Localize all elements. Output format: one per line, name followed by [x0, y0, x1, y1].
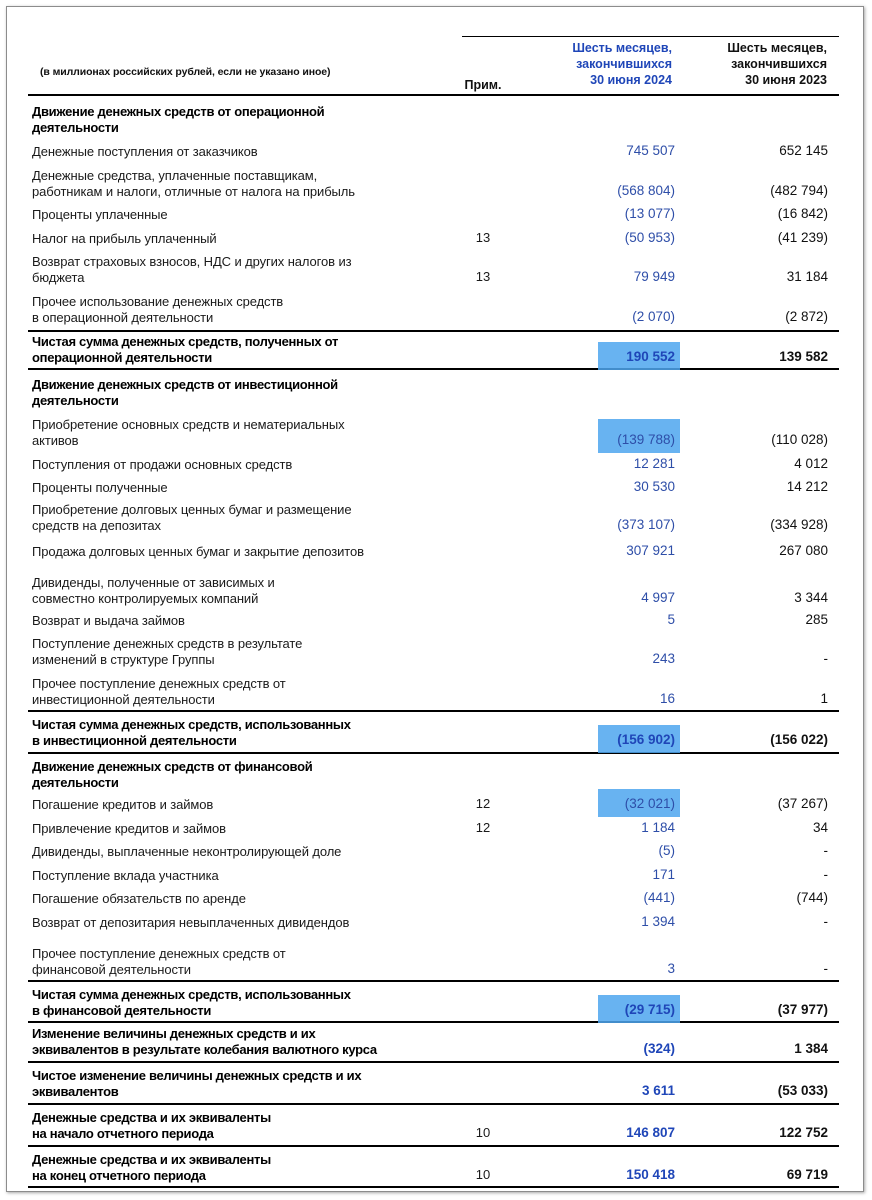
value-2023: 34	[812, 820, 828, 835]
row-label: Поступления от продажи основных средств	[32, 457, 293, 472]
value-2023: 14 212	[786, 479, 828, 494]
value-2023: 1	[820, 691, 828, 706]
total-row	[28, 1022, 839, 1058]
row-label: Погашение обязательств по аренде	[32, 891, 246, 906]
table-row	[28, 934, 839, 978]
value-2023: 122 752	[779, 1125, 828, 1140]
row-label: Продажа долговых ценных бумаг и закрытие депозитов	[32, 544, 364, 559]
value-2024: (29 715)	[624, 1002, 675, 1017]
note-ref: 13	[475, 230, 491, 245]
row-label: Движение денежных средств от финансовой деятельности	[32, 759, 313, 790]
value-2024: 5	[667, 612, 675, 627]
table-row	[28, 817, 839, 837]
value-2024: 12 281	[633, 456, 675, 471]
value-2024: 171	[652, 867, 675, 882]
table-row	[28, 911, 839, 931]
section-rule	[28, 752, 839, 754]
table-row	[28, 413, 839, 449]
row-label: Чистая сумма денежных средств, использованных в финансовой деятельности	[32, 987, 351, 1018]
row-label: Проценты уплаченные	[32, 207, 168, 222]
table-row	[28, 632, 839, 668]
note-ref: 10	[475, 1125, 491, 1140]
section-rule	[28, 1145, 839, 1147]
section-rule	[28, 1061, 839, 1063]
row-label: Возврат от депозитария невыплаченных дивидендов	[32, 915, 350, 930]
row-label: Приобретение основных средств и нематериальных активов	[32, 417, 345, 448]
value-2024: 1 184	[641, 820, 675, 835]
section-heading	[28, 100, 839, 136]
row-label: Денежные средства и их эквиваленты на конец отчетного периода	[32, 1152, 271, 1183]
row-label: Поступление денежных средств в результате изменений в структуре Группы	[32, 636, 303, 667]
section-rule	[28, 1186, 839, 1188]
row-label: Денежные поступления от заказчиков	[32, 144, 258, 159]
column-header-2023: Шесть месяцев, закончившихся 30 июня 2023	[727, 41, 827, 87]
row-label: Налог на прибыль уплаченный	[32, 231, 217, 246]
column-header-2024: Шесть месяцев, закончившихся 30 июня 2024	[572, 41, 672, 87]
value-2023: (41 239)	[777, 230, 828, 245]
section-heading	[28, 755, 839, 791]
value-2023: -	[823, 867, 828, 882]
section-rule	[28, 1103, 839, 1105]
value-2024: (5)	[658, 843, 675, 858]
header-bottom-rule	[28, 94, 839, 96]
value-2024: (2 070)	[632, 309, 675, 324]
total-row	[28, 713, 839, 749]
value-2024: 146 807	[626, 1125, 675, 1140]
table-row	[28, 609, 839, 629]
row-label: Движение денежных средств от инвестиционной деятельности	[32, 377, 338, 408]
row-label: Возврат и выдача займов	[32, 613, 185, 628]
table-row	[28, 793, 839, 813]
note-column-header: Прим.	[464, 78, 502, 92]
row-label: Денежные средства, уплаченные поставщикам, работникам и налоги, отличные от налога на прибыль	[32, 168, 355, 199]
row-label: Дивиденды, выплаченные неконтролирующей доле	[32, 844, 342, 859]
value-2023: (37 267)	[777, 796, 828, 811]
value-2024: 79 949	[633, 269, 675, 284]
table-row	[28, 887, 839, 907]
section-heading	[28, 373, 839, 409]
value-2024: (32 021)	[624, 796, 675, 811]
value-2023: (37 977)	[777, 1002, 828, 1017]
value-2024: (50 953)	[624, 230, 675, 245]
value-2023: 1 384	[794, 1041, 828, 1056]
table-row	[28, 864, 839, 884]
table-row	[28, 563, 839, 607]
row-label: Изменение величины денежных средств и их эквивалентов в результате колебания валютного курса	[32, 1026, 377, 1057]
value-2023: -	[823, 961, 828, 976]
row-label: Чистая сумма денежных средств, использованных в инвестиционной деятельности	[32, 717, 351, 748]
table-row	[28, 227, 839, 247]
value-2023: (110 028)	[771, 432, 828, 447]
row-label: Чистая сумма денежных средств, полученных от операционной деятельности	[32, 334, 339, 365]
section-rule	[28, 710, 839, 712]
row-label: Прочее использование денежных средств в операционной деятельности	[32, 294, 284, 325]
value-2023: (482 794)	[770, 183, 828, 198]
row-label: Привлечение кредитов и займов	[32, 821, 226, 836]
table-row	[28, 140, 839, 160]
value-2023: (53 033)	[777, 1083, 828, 1098]
value-2024: 307 921	[626, 543, 675, 558]
value-2024: 3	[667, 961, 675, 976]
value-2024: 745 507	[626, 143, 675, 158]
value-2024: (139 788)	[617, 432, 675, 447]
row-label: Прочее поступление денежных средств от инвестиционной деятельности	[32, 676, 286, 707]
value-2023: 69 719	[786, 1167, 828, 1182]
table-row	[28, 498, 839, 534]
value-2023: -	[823, 914, 828, 929]
value-2023: -	[823, 843, 828, 858]
value-2024: 243	[652, 651, 675, 666]
value-2024: (156 902)	[617, 732, 675, 747]
row-label: Возврат страховых взносов, НДС и других налогов из бюджета	[32, 254, 352, 285]
table-row	[28, 203, 839, 223]
table-row	[28, 290, 839, 326]
row-label: Дивиденды, полученные от зависимых и совместно контролируемых компаний	[32, 575, 275, 606]
row-label: Движение денежных средств от операционной деятельности	[32, 104, 325, 135]
table-row	[28, 476, 839, 496]
table-row	[28, 164, 839, 200]
row-label: Поступление вклада участника	[32, 868, 219, 883]
value-2024: (373 107)	[617, 517, 675, 532]
value-2024: 190 552	[626, 349, 675, 364]
total-row	[28, 1148, 839, 1184]
value-2023: 139 582	[779, 349, 828, 364]
section-rule	[28, 368, 839, 370]
value-2024: 4 997	[641, 590, 675, 605]
note-ref: 12	[475, 820, 491, 835]
section-rule	[28, 980, 839, 982]
value-2024: (324)	[643, 1041, 675, 1056]
value-2023: (16 842)	[777, 206, 828, 221]
table-row	[28, 672, 839, 708]
row-label: Прочее поступление денежных средств от финансовой деятельности	[32, 946, 286, 977]
note-ref: 13	[475, 269, 491, 284]
value-2023: 267 080	[779, 543, 828, 558]
value-2024: 150 418	[626, 1167, 675, 1182]
value-2023: 652 145	[779, 143, 828, 158]
value-2023: 285	[805, 612, 828, 627]
value-2023: 4 012	[794, 456, 828, 471]
total-row	[28, 983, 839, 1019]
value-2024: (568 804)	[617, 183, 675, 198]
total-row	[28, 332, 839, 366]
value-2024: 3 611	[641, 1083, 675, 1098]
header-top-rule	[462, 36, 839, 37]
value-2024: 16	[659, 691, 675, 706]
row-label: Погашение кредитов и займов	[32, 797, 214, 812]
row-label: Проценты полученные	[32, 480, 168, 495]
table-row	[28, 250, 839, 286]
row-label: Приобретение долговых ценных бумаг и размещение средств на депозитах	[32, 502, 352, 533]
value-2023: (156 022)	[770, 732, 828, 747]
total-row	[28, 1106, 839, 1142]
value-2023: 3 344	[794, 590, 828, 605]
table-row	[28, 453, 839, 473]
total-row	[28, 1064, 839, 1100]
value-2023: 31 184	[786, 269, 828, 284]
row-label: Денежные средства и их эквиваленты на начало отчетного периода	[32, 1110, 271, 1141]
value-2023: (744)	[796, 890, 828, 905]
row-label: Чистое изменение величины денежных средств и их эквивалентов	[32, 1068, 362, 1099]
units-note: (в миллионах российских рублей, если не указано иное)	[40, 66, 331, 78]
value-2024: 30 530	[633, 479, 675, 494]
note-ref: 12	[475, 796, 491, 811]
value-2023: (2 872)	[785, 309, 828, 324]
table-row	[28, 840, 839, 860]
value-2024: 1 394	[641, 914, 675, 929]
table-row	[28, 540, 839, 560]
note-ref: 10	[475, 1167, 491, 1182]
value-2024: (441)	[643, 890, 675, 905]
value-2023: -	[823, 651, 828, 666]
value-2023: (334 928)	[770, 517, 828, 532]
value-2024: (13 077)	[624, 206, 675, 221]
